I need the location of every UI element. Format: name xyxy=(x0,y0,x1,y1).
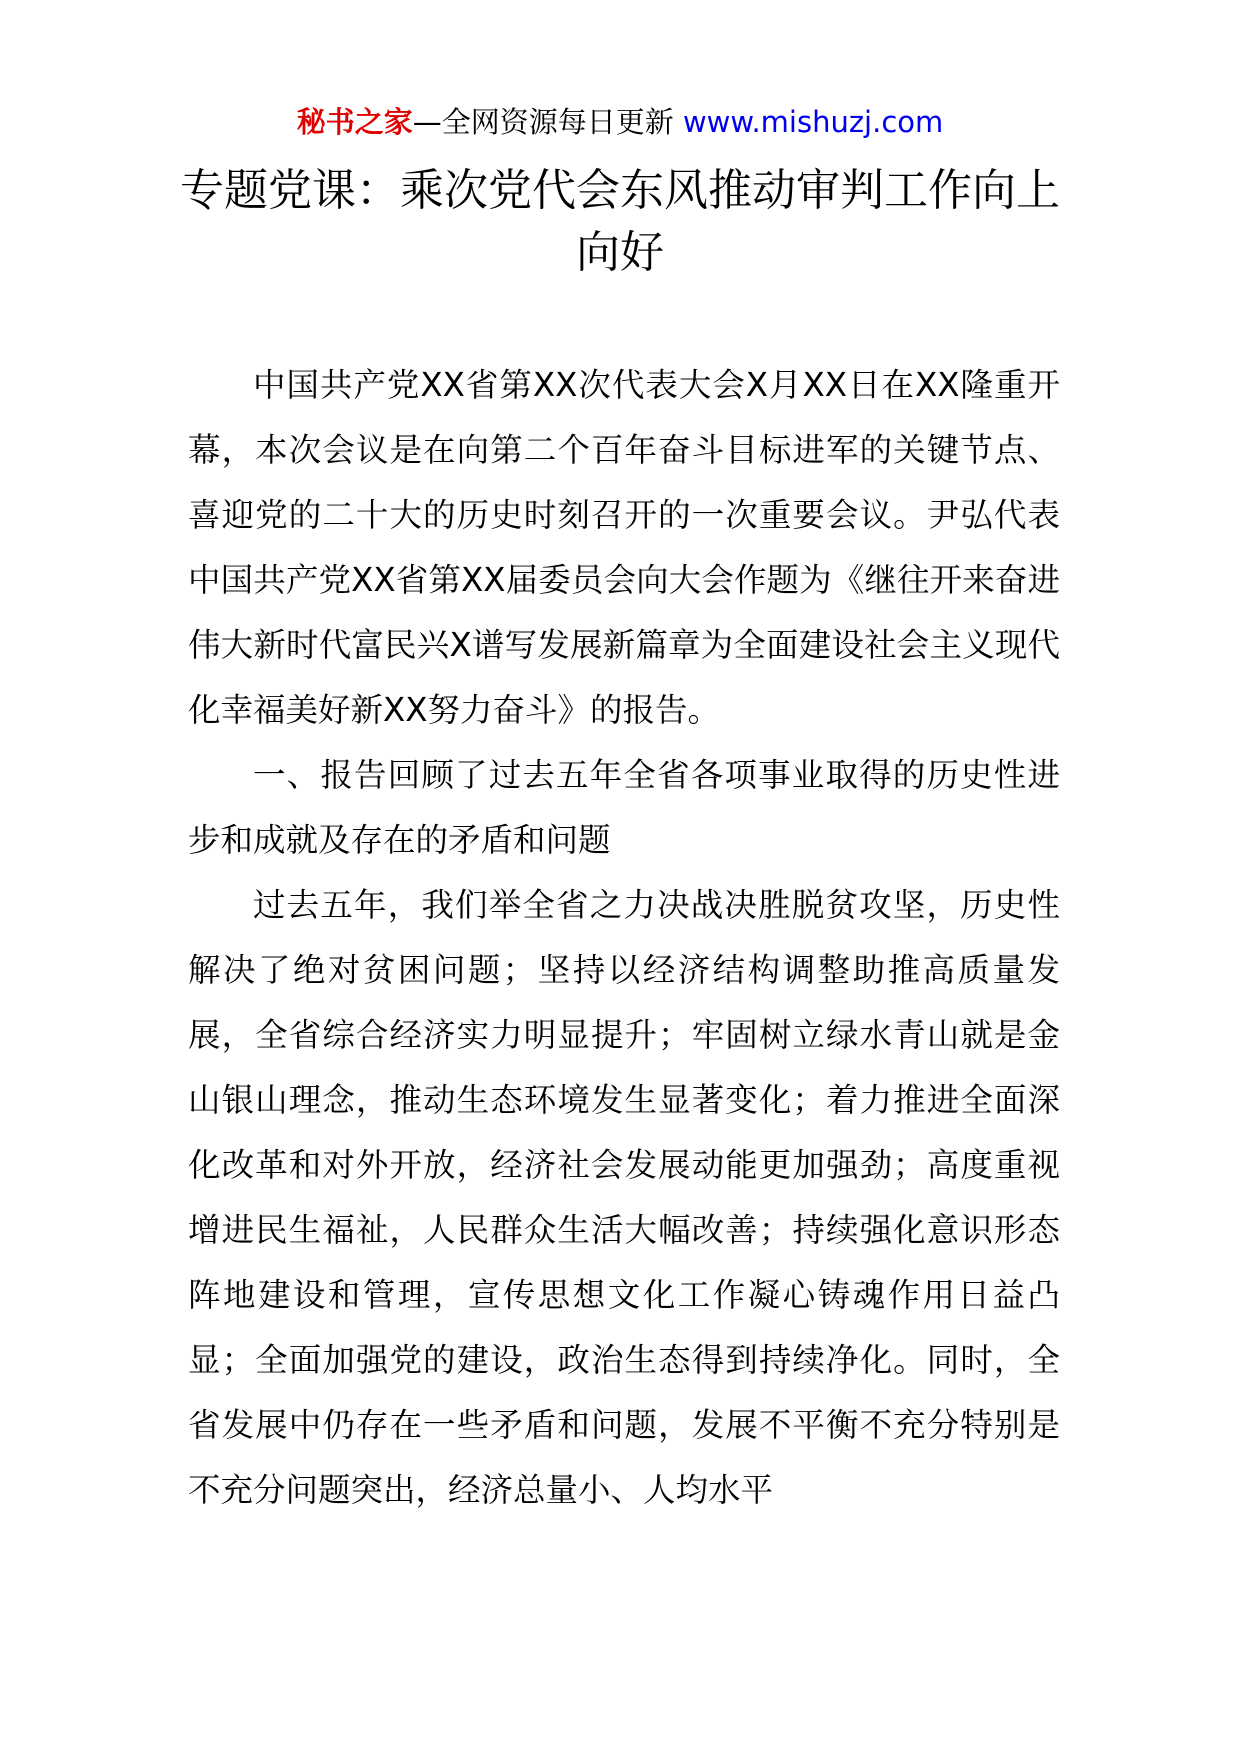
header-tagline: —全网资源每日更新 xyxy=(412,105,683,139)
website-link[interactable]: www.mishuzj.com xyxy=(682,105,944,139)
document-title: 专题党课：乘次党代会东风推动审判工作向上向好 xyxy=(180,165,1060,278)
section-heading: 一、报告回顾了过去五年全省各项事业取得的历史性进步和成就及存在的矛盾和问题 xyxy=(188,756,1060,859)
body-paragraph: 中国共产党XX省第XX次代表大会X月XX日在XX隆重开幕，本次会议是在向第二个百年奋斗目标进军的关键节点、喜迎党的二十大的历史时刻召开的一次重要会议。尹弘代表中国共产党XX省第XX届委员会向大会作题为《继往开来奋进伟大新时代富民兴X谱写发展新篇章为全面建设社会主义现代化幸福美好新XX努力奋斗》的报告。 xyxy=(188,366,1060,729)
brand-name: 秘书之家 xyxy=(296,105,413,139)
body-paragraph: 过去五年，我们举全省之力决战决胜脱贫攻坚，历史性解决了绝对贫困问题；坚持以经济结构调整助推高质量发展，全省综合经济实力明显提升；牢固树立绿水青山就是金山银山理念，推动生态环境发生显著变化；着力推进全面深化改革和对外开放，经济社会发展动能更加强劲；高度重视增进民生福祉，人民群众生活大幅改善；持续强化意识形态阵地建设和管理，宣传思想文化工作凝心铸魂作用日益凸显；全面加强党的建设，政治生态得到持续净化。同时，全省发展中仍存在一些矛盾和问题，发展不平衡不充分特别是不充分问题突出，经济总量小、人均水平 xyxy=(188,886,1060,1509)
document-body xyxy=(188,353,1060,1523)
page-header xyxy=(0,100,1240,144)
